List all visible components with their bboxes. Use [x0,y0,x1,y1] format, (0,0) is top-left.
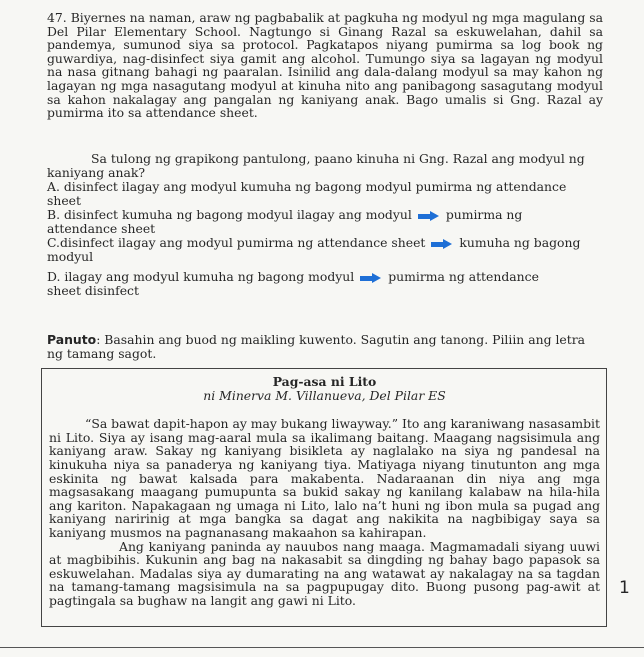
question-number: 47. [47,10,67,25]
story-paragraph-1: “Sa bawat dapit-hapon ay may bukang liwayway.” Ito ang karaniwang nasasambit ni Lito. Siya ay isang mag-aaral mula sa ikalimang baitang. Maagang nagsisimula ang kaniyang araw. Sakay ng kaniyang bisikleta ay naglalako na siya ng pandesal na kinukuha niya sa panaderya ng kaniyang tiya. Matiyaga niyang tinutunton ang mga eskinita ng bawat kalsada para makabenta. Nadaraanan din niya ang mga magsasakang maagang pumupunta sa bukid sakay ng kanilang kalabaw na hila-hila ang kariton. Napakagaan ng umaga ni Lito, lalo na’t huni ng ibon mula sa pugad ang kaniyang naririnig at mga bangka sa dagat ang nakikita na nagbibigay saya sa kaniyang musmos na pagnanasang makaahon sa kahirapan. [49,416,600,540]
story-paragraph-2: Ang kaniyang paninda ay nauubos nang maaga. Magmamadali siyang uuwi at magbibihis. Kukunin ang bag na nakasabit sa dingding ng bahay bago papasok sa eskuwelahan. Madalas siya ay dumarating na ang watawat ay nakalagay na sa tagdan na tamang-tamang magsisimula na sa pagpupugay dito. Buong pusong pag-awit at pagtingala sa bughaw na langit ang gawi ni Lito. [49,538,600,608]
option-b-text-end: pumirma ng [445,207,523,222]
instructions [47,333,603,360]
option-c-line2: modyul [47,248,94,264]
page-number: 1 [619,578,630,598]
option-b-line2: attendance sheet [47,220,156,236]
story-author: ni Minerva M. Villanueva, Del Pilar ES [203,387,446,403]
option-a-line1: A. disinfect ilagay ang modyul kumuha ng bagong modyul pumirma ng attendance [47,179,567,194]
arrow-right-icon [360,273,382,283]
option-b [47,208,603,235]
question-stem: Sa tulong ng grapikong pantulong, paano kinuha ni Gng. Razal ang modyul ng kaniyang anak? [47,151,585,180]
option-d-line2: sheet disinfect [47,282,139,298]
option-d [47,270,603,297]
option-c-text: C.disinfect ilagay ang modyul pumirma ng attendance sheet [47,235,426,250]
question-paragraph: Biyernes na naman, araw ng pagbabalik at pagkuha ng modyul ng mga magulang sa Del Pilar Elementary School. Nagtungo si Ginang Razal sa eskuwelahan, dahil sa pandemya, sumunod siya sa protocol. Pagkatapos niyang pumirma sa log book ng guwardiya, nag-disinfect siya gamit ang alcohol. Tumungo siya sa lagayan ng modyul na nasa gitnang bahagi ng paaralan. Isinilid ang dala-dalang modyul sa may kahon ng lagayan ng mga nasagutang modyul at kinuha nito ang panibagong sasagutang modyul sa kahon nakalagay ang pangalan ng kaniyang anak. Bago umalis si Gng. Razal ay pumirma ito sa attendance sheet. [47,10,603,121]
instructions-label: Panuto [47,332,97,347]
option-d-text-end: pumirma ng attendance [388,269,539,284]
instructions-text: : Basahin ang buod ng maikling kuwento. Sagutin ang tanong. Piliin ang letra ng tamang sagot. [47,332,586,361]
arrow-right-icon [431,239,453,249]
option-a-line2: sheet [47,192,81,208]
arrow-right-icon [418,211,440,221]
bottom-divider [0,647,644,648]
story-box [41,368,607,627]
story-title: Pag-asa ni Lito [272,374,377,389]
option-a [47,180,603,207]
option-d-text: D. ilagay ang modyul kumuha ng bagong modyul [47,269,355,284]
option-c-text-end: kumuha ng bagong [459,235,581,250]
question-47-passage [47,11,603,120]
option-b-text: B. disinfect kumuha ng bagong modyul ilagay ang modyul [47,207,412,222]
option-c [47,236,603,263]
